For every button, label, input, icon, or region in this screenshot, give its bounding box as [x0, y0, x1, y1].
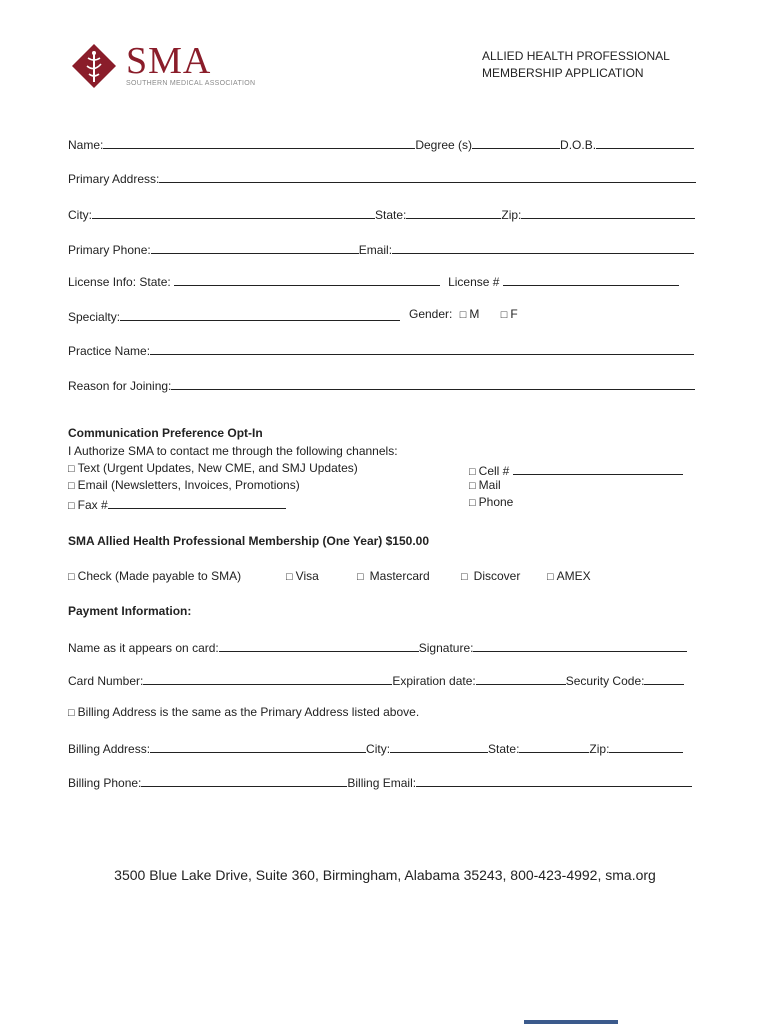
membership-heading: SMA Allied Health Professional Membership (One Year) $150.00: [68, 534, 430, 548]
comm-text-option: [68, 461, 358, 475]
comm-mail-checkbox[interactable]: □: [469, 480, 476, 492]
row-specialty: [68, 307, 400, 324]
pay-discover-checkbox[interactable]: □: [461, 571, 468, 583]
security-code-field[interactable]: [644, 671, 684, 685]
billing-same-label: Billing Address is the same as the Primary Address listed above.: [77, 705, 420, 719]
comm-email-option: [68, 478, 300, 492]
gender-m-label: M: [469, 307, 480, 321]
name-label: Name:: [68, 138, 104, 152]
pay-mastercard-label: Mastercard: [369, 569, 430, 583]
row-primary-address: [68, 169, 696, 186]
row-billing-phone: [68, 773, 692, 790]
payment-discover-option: [461, 569, 520, 583]
billing-zip-field[interactable]: [609, 739, 683, 753]
row-practice-name: [68, 341, 694, 358]
logo-subtitle: SOUTHERN MEDICAL ASSOCIATION: [126, 80, 256, 87]
card-number-label: Card Number:: [68, 674, 144, 688]
row-card-number: [68, 671, 684, 688]
row-city: [68, 205, 695, 222]
sma-logo: [66, 38, 271, 96]
payment-amex-option: [547, 569, 591, 583]
comm-cell-label: Cell #: [478, 464, 513, 478]
row-license: [68, 272, 679, 289]
primary-address-field[interactable]: [159, 169, 696, 183]
comm-email-label: Email (Newsletters, Invoices, Promotions): [77, 478, 300, 492]
license-state-field[interactable]: [174, 272, 440, 286]
row-billing-address: [68, 739, 683, 756]
comm-fax-option: [68, 495, 286, 512]
expiration-field[interactable]: [476, 671, 566, 685]
footer-address: 3500 Blue Lake Drive, Suite 360, Birmingham, Alabama 35243, 800-423-4992, sma.org: [114, 867, 656, 883]
billing-address-field[interactable]: [150, 739, 366, 753]
gender-label: Gender:: [409, 307, 453, 321]
billing-same-option: [68, 705, 419, 719]
pay-visa-checkbox[interactable]: □: [286, 571, 293, 583]
pay-amex-checkbox[interactable]: □: [547, 571, 554, 583]
primary-address-label: Primary Address:: [68, 172, 160, 186]
card-name-label: Name as it appears on card:: [68, 641, 219, 655]
gender-m-checkbox[interactable]: □: [459, 309, 467, 321]
comm-text-checkbox[interactable]: □: [68, 463, 75, 475]
specialty-label: Specialty:: [68, 310, 121, 324]
billing-city-field[interactable]: [390, 739, 488, 753]
payment-mastercard-option: [357, 569, 430, 583]
zip-field[interactable]: [521, 205, 695, 219]
form-title-line1: ALLIED HEALTH PROFESSIONAL: [482, 49, 670, 63]
pay-mastercard-checkbox[interactable]: □: [357, 571, 364, 583]
caduceus-diamond-icon: [70, 42, 118, 90]
billing-same-checkbox[interactable]: □: [68, 707, 75, 719]
specialty-field[interactable]: [120, 307, 400, 321]
row-reason: [68, 376, 695, 393]
card-name-field[interactable]: [219, 638, 419, 652]
practice-name-field[interactable]: [150, 341, 694, 355]
communication-intro: I Authorize SMA to contact me through the following channels:: [68, 444, 398, 458]
license-number-field[interactable]: [503, 272, 679, 286]
billing-zip-label: Zip:: [589, 742, 610, 756]
comm-fax-label: Fax #: [77, 498, 108, 512]
signature-field[interactable]: [473, 638, 687, 652]
pay-amex-label: AMEX: [556, 569, 591, 583]
comm-phone-label: Phone: [478, 495, 514, 509]
email-label: Email:: [358, 243, 393, 257]
billing-phone-label: Billing Phone:: [68, 776, 142, 790]
comm-phone-checkbox[interactable]: □: [469, 497, 476, 509]
payment-heading: Payment Information:: [68, 604, 192, 618]
comm-cell-option: [469, 461, 683, 478]
row-phone: [68, 240, 694, 257]
billing-phone-field[interactable]: [141, 773, 347, 787]
comm-mail-label: Mail: [478, 478, 501, 492]
comm-phone-option: [469, 495, 513, 509]
state-label: State:: [375, 208, 407, 222]
gender-f-checkbox[interactable]: □: [500, 309, 508, 321]
reason-field[interactable]: [171, 376, 695, 390]
degree-label: Degree (s): [415, 138, 473, 152]
pay-check-checkbox[interactable]: □: [68, 571, 75, 583]
comm-fax-checkbox[interactable]: □: [68, 500, 75, 512]
communication-heading: Communication Preference Opt-In: [68, 426, 263, 440]
form-title-line2: MEMBERSHIP APPLICATION: [482, 66, 644, 80]
comm-text-label: Text (Urgent Updates, New CME, and SMJ Updates): [77, 461, 358, 475]
expiration-label: Expiration date:: [392, 674, 476, 688]
form-title: [482, 48, 670, 82]
gender-group: [409, 307, 518, 321]
pay-visa-label: Visa: [295, 569, 319, 583]
comm-mail-option: [469, 478, 501, 492]
primary-phone-field[interactable]: [151, 240, 359, 254]
dob-label: D.O.B.: [560, 138, 597, 152]
billing-email-field[interactable]: [416, 773, 692, 787]
card-number-field[interactable]: [143, 671, 392, 685]
dob-field[interactable]: [596, 135, 694, 149]
zip-label: Zip:: [501, 208, 522, 222]
billing-state-field[interactable]: [519, 739, 589, 753]
fax-field[interactable]: [108, 495, 286, 509]
comm-cell-checkbox[interactable]: □: [469, 466, 476, 478]
degree-field[interactable]: [472, 135, 560, 149]
license-state-label: License Info: State:: [68, 275, 175, 289]
license-number-label: License #: [448, 275, 503, 289]
row-name: [68, 135, 694, 152]
billing-address-label: Billing Address:: [68, 742, 151, 756]
pay-discover-label: Discover: [473, 569, 521, 583]
cell-field[interactable]: [513, 461, 683, 475]
payment-check-option: [68, 569, 241, 583]
billing-state-label: State:: [488, 742, 520, 756]
logo-wordmark: SMA: [126, 40, 212, 82]
name-field[interactable]: [103, 135, 415, 149]
practice-name-label: Practice Name:: [68, 344, 151, 358]
state-field[interactable]: [406, 205, 501, 219]
gender-f-label: F: [510, 307, 518, 321]
security-code-label: Security Code:: [565, 674, 645, 688]
billing-email-label: Billing Email:: [347, 776, 417, 790]
city-field[interactable]: [92, 205, 375, 219]
signature-label: Signature:: [418, 641, 474, 655]
reason-label: Reason for Joining:: [68, 379, 172, 393]
comm-email-checkbox[interactable]: □: [68, 480, 75, 492]
pay-check-label: Check (Made payable to SMA): [77, 569, 242, 583]
city-label: City:: [68, 208, 92, 222]
row-card-name: [68, 638, 687, 655]
bottom-edge-bar: [524, 1020, 618, 1024]
primary-phone-label: Primary Phone:: [68, 243, 151, 257]
email-field[interactable]: [392, 240, 694, 254]
payment-visa-option: [286, 569, 319, 583]
billing-city-label: City:: [366, 742, 391, 756]
